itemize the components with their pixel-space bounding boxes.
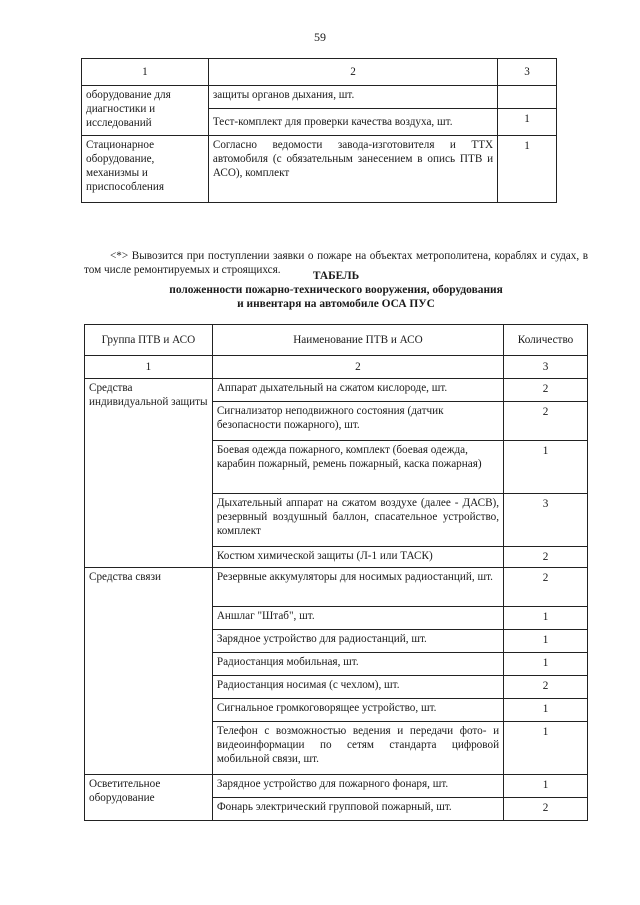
- item-qty: 1: [504, 607, 588, 630]
- item-qty: 1: [498, 136, 557, 203]
- table-row: [85, 775, 588, 798]
- item-name: Резервные аккумуляторы для носимых радиостанций, шт.: [212, 568, 503, 607]
- item-name: Аппарат дыхательный на сжатом кислороде, шт.: [212, 379, 503, 402]
- item-qty: 1: [504, 699, 588, 722]
- item-qty: 1: [504, 441, 588, 494]
- item-qty: 3: [504, 494, 588, 547]
- table-header-row: [82, 59, 557, 86]
- item-qty: 1: [504, 630, 588, 653]
- item-qty: 1: [504, 722, 588, 775]
- item-name: Согласно ведомости завода-изготовителя и ТТХ автомобиля (с обязательным занесением в опись ПТВ и АСО), комплект: [208, 136, 497, 203]
- item-name: Сигнализатор неподвижного состояния (датчик безопасности пожарного), шт.: [212, 402, 503, 441]
- item-name: Боевая одежда пожарного, комплект (боевая одежда, карабин пожарный, ремень пожарный, каска пожарная): [212, 441, 503, 494]
- item-qty: 2: [504, 568, 588, 607]
- equipment-table: [84, 324, 588, 821]
- table-header-row: [85, 325, 588, 356]
- item-qty: 2: [504, 798, 588, 821]
- item-name: Костюм химической защиты (Л-1 или ТАСК): [212, 547, 503, 568]
- column-number-3: 3: [498, 59, 557, 86]
- column-number-1: 1: [85, 356, 213, 379]
- numbering-row: [85, 356, 588, 379]
- header-name: Наименование ПТВ и АСО: [212, 325, 503, 356]
- footnote: <*> Вывозится при поступлении заявки о пожаре на объектах метрополитена, кораблях и судах, в том числе ремонтируемых и строящихся.: [84, 250, 588, 276]
- title-line-1: ТАБЕЛЬ: [312, 270, 360, 282]
- column-number-1: 1: [82, 59, 209, 86]
- item-qty: [498, 86, 557, 109]
- group-cell: Средства индивидуальной защиты: [85, 379, 213, 568]
- group-cell: Стационарное оборудование, механизмы и приспособления: [82, 136, 209, 203]
- item-name: Радиостанция носимая (с чехлом), шт.: [212, 676, 503, 699]
- group-cell: Средства связи: [85, 568, 213, 775]
- table-row: [85, 379, 588, 402]
- title-line-3: и инвентаря на автомобиле ОСА ПУС: [237, 298, 435, 310]
- item-name: Радиостанция мобильная, шт.: [212, 653, 503, 676]
- table-row: [82, 136, 557, 203]
- item-qty: 2: [504, 676, 588, 699]
- group-cell: оборудование для диагностики и исследований: [82, 86, 209, 136]
- item-name: Сигнальное громкоговорящее устройство, шт.: [212, 699, 503, 722]
- item-name: Фонарь электрический групповой пожарный, шт.: [212, 798, 503, 821]
- column-number-2: 2: [208, 59, 497, 86]
- item-name: Дыхательный аппарат на сжатом воздухе (далее - ДАСВ), резервный воздушный баллон, спасательное устройство, комплект: [212, 494, 503, 547]
- item-qty: 1: [504, 653, 588, 676]
- table-row: [82, 86, 557, 109]
- item-name: Телефон с возможностью ведения и передачи фото- и видеоинформации по сетям стандарта цифровой мобильной связи, шт.: [212, 722, 503, 775]
- header-quantity: Количество: [504, 325, 588, 356]
- header-group: Группа ПТВ и АСО: [85, 325, 213, 356]
- group-cell: Осветительное оборудование: [85, 775, 213, 821]
- item-qty: 2: [504, 379, 588, 402]
- item-qty: 2: [504, 402, 588, 441]
- item-qty: 1: [504, 775, 588, 798]
- item-name: Аншлаг "Штаб", шт.: [212, 607, 503, 630]
- document-title: [84, 269, 588, 311]
- table-row: [85, 568, 588, 607]
- continuation-table: [81, 58, 557, 203]
- item-qty: 1: [498, 109, 557, 136]
- item-name: Зарядное устройство для пожарного фонаря, шт.: [212, 775, 503, 798]
- column-number-3: 3: [504, 356, 588, 379]
- page-number: 59: [314, 30, 326, 44]
- title-line-2: положенности пожарно-технического вооружения, оборудования: [169, 284, 503, 296]
- item-name: защиты органов дыхания, шт.: [208, 86, 497, 109]
- item-name: Зарядное устройство для радиостанций, шт.: [212, 630, 503, 653]
- item-name: Тест-комплект для проверки качества воздуха, шт.: [208, 109, 497, 136]
- item-qty: 2: [504, 547, 588, 568]
- column-number-2: 2: [212, 356, 503, 379]
